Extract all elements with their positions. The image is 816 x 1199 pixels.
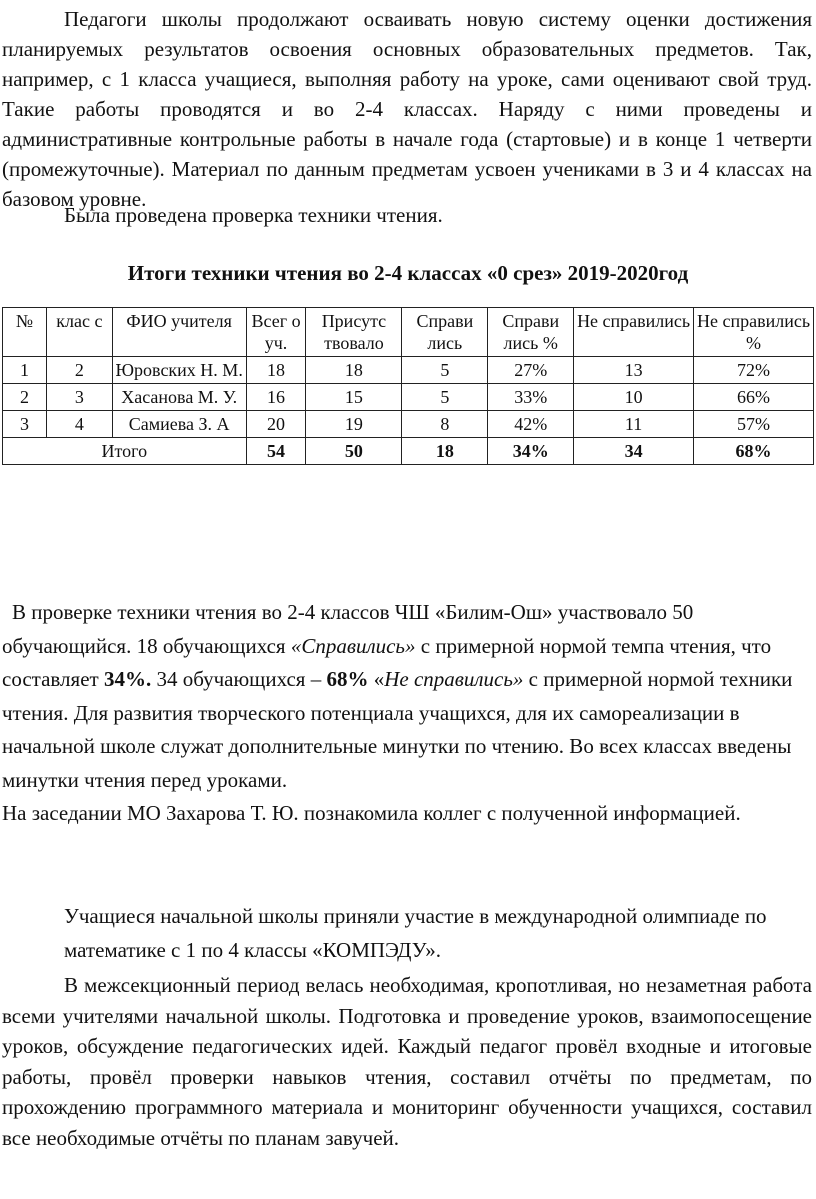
- total-label: Итого: [3, 438, 247, 465]
- table-cell: 20: [246, 411, 306, 438]
- results-section: [0, 596, 816, 831]
- results-coped-percent: 34%.: [103, 667, 152, 691]
- reading-results-table: [2, 307, 814, 465]
- table-total-row: [3, 438, 814, 465]
- results-text: «: [368, 667, 385, 691]
- results-text: с примерной нормой темпа чтения, что составляет: [2, 633, 772, 691]
- table-cell: 18: [246, 357, 306, 384]
- table-cell: 2: [46, 357, 112, 384]
- header-cell: №: [3, 308, 47, 357]
- table-cell: 13: [574, 357, 694, 384]
- table-cell: 27%: [488, 357, 574, 384]
- table-row: [3, 384, 814, 411]
- total-cell: 34: [574, 438, 694, 465]
- results-paragraph: [2, 600, 792, 792]
- table-title: Итоги техники чтения во 2-4 классах «0 срез» 2019-2020год: [127, 261, 689, 285]
- header-cell: Справи лись %: [488, 308, 574, 357]
- table-cell: 1: [3, 357, 47, 384]
- header-cell: ФИО учителя: [112, 308, 246, 357]
- table-header-row: [3, 308, 814, 357]
- reading-check-line: Была проведена проверка техники чтения.: [64, 203, 443, 227]
- results-text: В проверке техники чтения во 2-4 классов ЧШ «Билим-Ош» участвовало 50 обучающийся. 18 обучающихся: [2, 600, 694, 658]
- intro-paragraph: Педагоги школы продолжают осваивать новую систему оценки достижения планируемых результатов освоения основных образовательных предметов. Так, например, с 1 класса учащиеся, выполняя работу на уроке, сами оценивают свой труд. Такие работы проводятся и во 2-4 классах. Наряду с ними проведены и административные контрольные работы в начале года (стартовые) и в конце 1 четверти (промежуточные). Материал по данным предметам усвоен учениками в 3 и 4 классах на базовом уровне.: [2, 7, 812, 211]
- table-cell: 15: [306, 384, 402, 411]
- total-cell: 18: [402, 438, 488, 465]
- table-cell: Хасанова М. У.: [112, 384, 246, 411]
- table-row: [3, 357, 814, 384]
- header-cell: клас с: [46, 308, 112, 357]
- table-cell: Самиева З. А: [112, 411, 246, 438]
- table-cell: 2: [3, 384, 47, 411]
- table-cell: 5: [402, 384, 488, 411]
- results-failed-percent: 68%: [326, 667, 369, 691]
- results-text: 34 обучающихся –: [151, 667, 327, 691]
- table-cell: 33%: [488, 384, 574, 411]
- table-cell: 57%: [694, 411, 814, 438]
- total-cell: 50: [306, 438, 402, 465]
- table-cell: 16: [246, 384, 306, 411]
- header-cell: Не справились: [574, 308, 694, 357]
- total-cell: 34%: [488, 438, 574, 465]
- total-cell: 68%: [694, 438, 814, 465]
- header-cell: Справи лись: [402, 308, 488, 357]
- final-paragraph: В межсекционный период велась необходимая, кропотливая, но незаметная работа всеми учителями начальной школы. Подготовка и проведение уроков, взаимопосещение уроков, обсуждение педагогических идей. Каждый педагог провёл входные и итоговые работы, провёл проверки навыков чтения, составил отчёты по предметам, по прохождению программного материала и мониторинг обученности учащихся, составил все необходимые отчёты по планам завучей.: [2, 973, 812, 1150]
- table-cell: 72%: [694, 357, 814, 384]
- olympiad-paragraph: Учащиеся начальной школы приняли участие в международной олимпиаде по математике с 1 по 4 классы «КОМПЭДУ».: [64, 904, 767, 962]
- table-cell: 3: [3, 411, 47, 438]
- table-cell: 11: [574, 411, 694, 438]
- table-cell: 4: [46, 411, 112, 438]
- table-cell: 5: [402, 357, 488, 384]
- header-cell: Не справились %: [694, 308, 814, 357]
- results-text: с примерной нормой техники чтения. Для развития творческого потенциала учащихся, для их самореализации в начальной школе служат дополнительные минутки по чтению. Во всех классах введены минутки чтения перед уроками.: [2, 667, 793, 792]
- results-failed-label: Не справились»: [384, 667, 524, 691]
- table-cell: 3: [46, 384, 112, 411]
- results-coped-label: «Справились»: [290, 633, 416, 658]
- table-row: [3, 411, 814, 438]
- header-cell: Присутс твовало: [306, 308, 402, 357]
- header-cell: Всег о уч.: [246, 308, 306, 357]
- table-cell: 18: [306, 357, 402, 384]
- table-cell: 19: [306, 411, 402, 438]
- table-cell: 66%: [694, 384, 814, 411]
- table-cell: 42%: [488, 411, 574, 438]
- table-cell: 10: [574, 384, 694, 411]
- total-cell: 54: [246, 438, 306, 465]
- mo-paragraph: На заседании МО Захарова Т. Ю. познакомила коллег с полученной информацией.: [2, 801, 741, 825]
- table-cell: Юровских Н. М.: [112, 357, 246, 384]
- table-cell: 8: [402, 411, 488, 438]
